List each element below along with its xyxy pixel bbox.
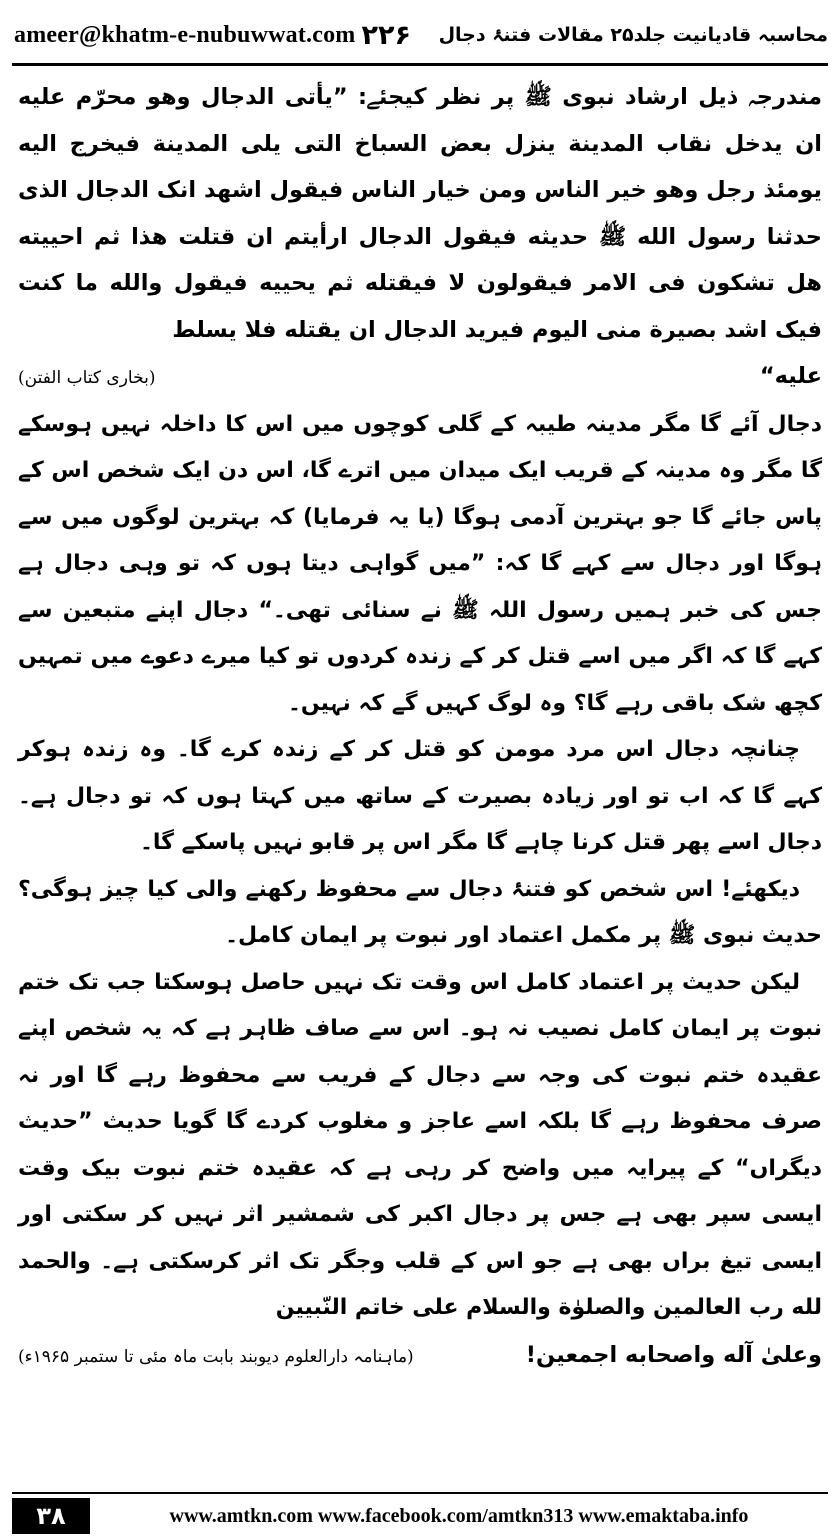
body-paragraph-3: دیکھئے! اس شخص کو فتنۂ دجال سے محفوظ رکھنے والی کیا چیز ہوگی؟ حدیث نبوی ﷺ پر مکمل اعتماد اور نبوت پر ایمان کامل۔ [18, 876, 822, 948]
header-title: محاسبہ قادیانیت جلد۲۵ مقالات فتنۂ دجال [438, 24, 828, 46]
footer-links: www.amtkn.com www.facebook.com/amtkn313 www.emaktaba.info [169, 1504, 749, 1527]
header-rule [12, 63, 828, 66]
body-paragraph-4-text: لیکن حدیث پر اعتماد کامل اس وقت تک نہیں حاصل ہوسکتا جب تک ختم نبوت پر ایمان کامل نصیب نہ ہو۔ اس سے صاف ظاہر ہے کہ یہ شخص اپنے عقیدہ ختم نبوت کی وجہ سے دجال کے فریب سے محفوظ رہے گا اور نہ صرف محفوظ رہے گا بلکہ اسے عاجز و مغلوب کردے گا گویا حدیث ”حدیث دیگراں“ کے پیرایہ میں واضح کر رہی ہے کہ عقیدہ ختم نبوت بیک وقت ایسی سپر بھی ہے جس پر دجال اکبر کی شمشیر اثر نہیں کر سکتی اور ایسی تیغ براں بھی ہے جو اس کے قلب وجگر تک اثر کرسکتی ہے۔ [18, 969, 822, 1274]
page-footer [12, 1498, 828, 1534]
header-email: ameer@khatm-e-nubuwwat.com [14, 21, 356, 48]
page-body [18, 74, 822, 1380]
hadith-citation: (بخاری کتاب الفتن) [18, 368, 156, 388]
closing-prayer: والحمد لله رب العالمین والصلوٰة والسلام علی خاتم النّبیین [18, 1248, 822, 1320]
hadith-intro: مندرجہ ذیل ارشاد نبوی ﷺ پر نظر کیجئے: ” [332, 84, 823, 110]
closing-end: وعلیٰ آله واصحابه اجمعین! [525, 1341, 822, 1368]
hadith-ending-row [18, 353, 822, 402]
hadith-text: یأتی الدجال وهو محرّم علیه ان یدخل نقاب المدینة ینزل بعض السباخ التی یلی المدینة فیخرج الیه یومئذ رجل وهو خیر الناس ومن خیار الناس فیقول اشهد انک الدجال الذی حدثنا رسول الله ﷺ حدیثه فیقول الدجال ارأیتم ان قتلت هذا ثم احییته هل تشکون فی الامر فیقولون لا فیقتله ثم یحییه فیقول والله ما کنت فیک اشد بصیرة منی الیوم فیرید الدجال ان یقتله فلا یسلط [18, 84, 822, 343]
body-paragraph-4 [18, 960, 822, 1332]
footer-page-number: ۳۸ [12, 1498, 90, 1534]
body-paragraph-2: چنانچہ دجال اس مرد مومن کو قتل کر کے زندہ کرے گا۔ وہ زندہ ہوکر کہے گا کہ اب تو اور زیادہ بصیرت کے ساتھ میں کہتا ہوں کہ تو دجال ہے۔ دجال اسے پھر قتل کرنا چاہے گا مگر اس پر قابو نہیں پاسکے گا۔ [18, 737, 822, 855]
closing-citation: (ماہنامہ دارالعلوم دیوبند بابت ماہ مئی تا ستمبر ۱۹۶۵ء) [18, 1346, 414, 1367]
closing-row [18, 1332, 822, 1381]
header-book-page-number: ۲۲۶ [361, 19, 411, 51]
page-header [14, 10, 828, 60]
footer-rule [12, 1492, 828, 1494]
body-paragraph-1: دجال آئے گا مگر مدینہ طیبہ کے گلی کوچوں میں اس کا داخلہ نہیں ہوسکے گا مگر وہ مدینہ کے قریب ایک میدان میں اترے گا، اس دن ایک شخص اس کے پاس جائے گا جو بہترین آدمی ہوگا (یا یہ فرمایا) کہ بہترین لوگوں میں سے ہوگا اور دجال سے کہے گا کہ: ”میں گواہی دیتا ہوں کہ تو وہی دجال ہے جس کی خبر ہمیں رسول اللہ ﷺ نے سنائی تھی۔“ دجال اپنے متبعین سے کہے گا کہ اگر میں اسے قتل کر کے زندہ کردوں تو کیا میرے دعوے میں تمہیں کچھ شک باقی رہے گا؟ وہ لوگ کہیں گے کہ نہیں۔ [18, 411, 822, 716]
hadith-paragraph [18, 74, 822, 353]
hadith-end: علیه“ [759, 363, 822, 389]
